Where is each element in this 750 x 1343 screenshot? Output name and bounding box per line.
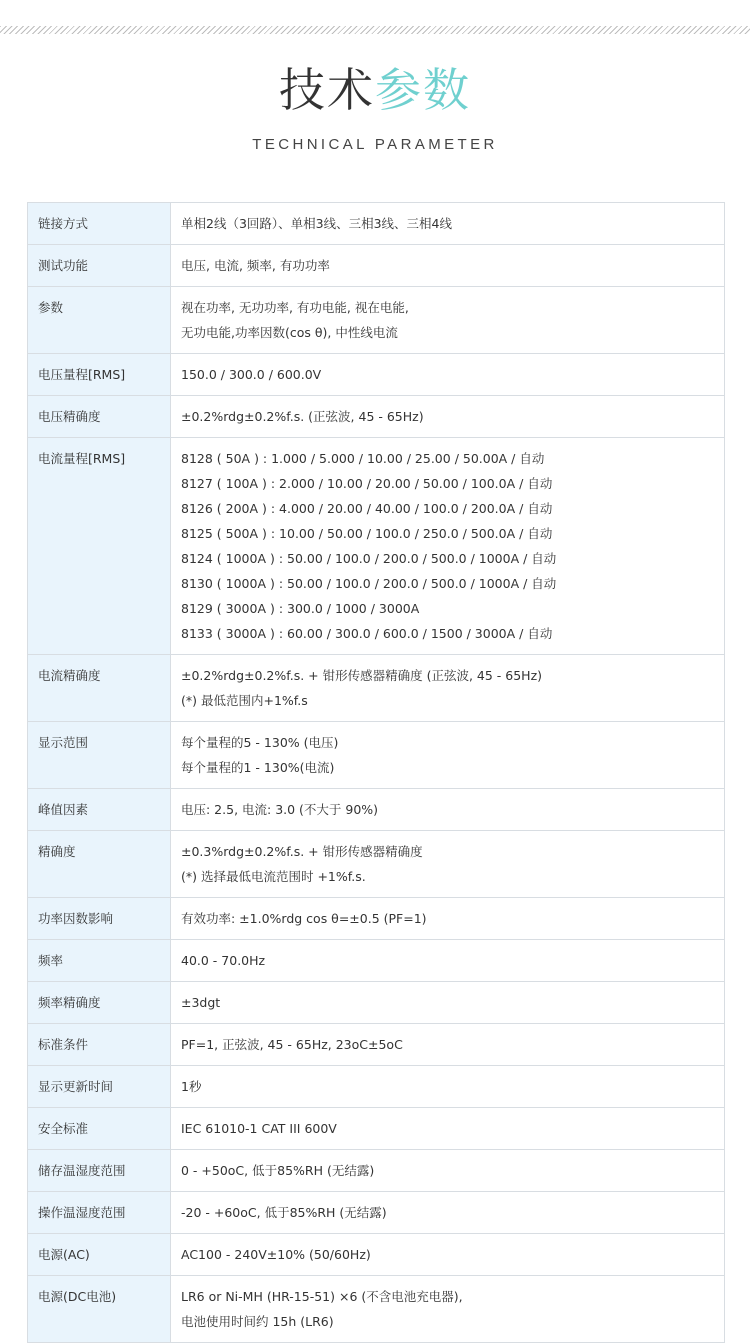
spec-value [171, 438, 725, 655]
spec-value-line: 电池使用时间约 15h (LR6) [181, 1314, 334, 1329]
spec-label: 参数 [28, 287, 171, 354]
spec-label: 电压精确度 [28, 396, 171, 438]
spec-value [171, 354, 725, 396]
spec-label: 标准条件 [28, 1024, 171, 1066]
spec-label: 储存温湿度范围 [28, 1150, 171, 1192]
spec-label: 显示范围 [28, 722, 171, 789]
spec-value-line: ±0.3%rdg±0.2%f.s. + 钳形传感器精确度 [181, 844, 423, 859]
spec-value-line: 8125 ( 500A ) : 10.00 / 50.00 / 100.0 / 250.0 / 500.0A / 自动 [181, 526, 553, 541]
spec-value [171, 831, 725, 898]
spec-value-line: 视在功率, 无功功率, 有功电能, 视在电能, [181, 300, 409, 315]
spec-label: 峰值因素 [28, 789, 171, 831]
spec-value [171, 1108, 725, 1150]
spec-label: 测试功能 [28, 245, 171, 287]
spec-value-line: 单相2线（3回路）、单相3线、三相3线、三相4线 [181, 216, 453, 231]
title-dark: 技术 [279, 63, 375, 117]
spec-value [171, 789, 725, 831]
spec-value-line: ±3dgt [181, 995, 221, 1010]
spec-label: 安全标准 [28, 1108, 171, 1150]
spec-value [171, 203, 725, 245]
spec-value-line: 每个量程的1 - 130%(电流) [181, 760, 335, 775]
spec-row [28, 245, 725, 287]
page-subtitle: TECHNICAL PARAMETER [252, 136, 498, 153]
spec-value [171, 287, 725, 354]
spec-label: 精确度 [28, 831, 171, 898]
spec-value [171, 982, 725, 1024]
spec-value-line: 无功电能,功率因数(cos θ), 中性线电流 [181, 325, 398, 340]
spec-value-line: 电压: 2.5, 电流: 3.0 (不大于 90%) [181, 802, 379, 817]
spec-value [171, 655, 725, 722]
spec-label: 显示更新时间 [28, 1066, 171, 1108]
spec-value-line: 40.0 - 70.0Hz [181, 953, 266, 968]
spec-label: 功率因数影响 [28, 898, 171, 940]
spec-row [28, 203, 725, 245]
spec-value-line: 8129 ( 3000A ) : 300.0 / 1000 / 3000A [181, 601, 420, 616]
spec-label: 频率 [28, 940, 171, 982]
spec-value-line: 每个量程的5 - 130% (电压) [181, 735, 339, 750]
spec-value-line: 8130 ( 1000A ) : 50.00 / 100.0 / 200.0 / 500.0 / 1000A / 自动 [181, 576, 557, 591]
spec-row [28, 1108, 725, 1150]
spec-row [28, 940, 725, 982]
spec-value-line: PF=1, 正弦波, 45 - 65Hz, 23oC±5oC [181, 1037, 403, 1052]
spec-row [28, 1276, 725, 1343]
spec-row [28, 831, 725, 898]
spec-value-line: ±0.2%rdg±0.2%f.s. + 钳形传感器精确度 (正弦波, 45 - 65Hz) [181, 668, 543, 683]
spec-value-line: 有效功率: ±1.0%rdg cos θ=±0.5 (PF=1) [181, 911, 427, 926]
spec-value-line: 电压, 电流, 频率, 有功功率 [181, 258, 330, 273]
spec-value-line: (*) 最低范围内+1%f.s [181, 693, 308, 708]
spec-row [28, 1024, 725, 1066]
spec-value-line: LR6 or Ni-MH (HR-15-51) ×6 (不含电池充电器), [181, 1289, 463, 1304]
spec-value [171, 1234, 725, 1276]
spec-row [28, 1066, 725, 1108]
spec-label: 电源(DC电池) [28, 1276, 171, 1343]
title-accent: 参数 [375, 63, 471, 117]
spec-value-line: (*) 选择最低电流范围时 +1%f.s. [181, 869, 366, 884]
spec-value-line: 150.0 / 300.0 / 600.0V [181, 367, 322, 382]
spec-row [28, 287, 725, 354]
spec-table [27, 202, 725, 1343]
spec-label: 电压量程[RMS] [28, 354, 171, 396]
spec-row [28, 1150, 725, 1192]
spec-label: 频率精确度 [28, 982, 171, 1024]
spec-label: 链接方式 [28, 203, 171, 245]
spec-value [171, 1276, 725, 1343]
spec-value [171, 722, 725, 789]
spec-value-line: ±0.2%rdg±0.2%f.s. (正弦波, 45 - 65Hz) [181, 409, 424, 424]
spec-row [28, 655, 725, 722]
spec-label: 电流量程[RMS] [28, 438, 171, 655]
decorative-stripe [0, 26, 750, 34]
spec-value-line: -20 - +60oC, 低于85%RH (无结露) [181, 1205, 387, 1220]
spec-row [28, 722, 725, 789]
spec-value [171, 898, 725, 940]
spec-row [28, 898, 725, 940]
spec-value [171, 940, 725, 982]
spec-value-line: AC100 - 240V±10% (50/60Hz) [181, 1247, 371, 1262]
spec-row [28, 982, 725, 1024]
spec-value [171, 1066, 725, 1108]
spec-value-line: 8127 ( 100A ) : 2.000 / 10.00 / 20.00 / 50.00 / 100.0A / 自动 [181, 476, 553, 491]
spec-label: 电源(AC) [28, 1234, 171, 1276]
spec-label: 电流精确度 [28, 655, 171, 722]
spec-value-line: 8128 ( 50A ) : 1.000 / 5.000 / 10.00 / 25.00 / 50.00A / 自动 [181, 451, 545, 466]
spec-label: 操作温湿度范围 [28, 1192, 171, 1234]
spec-value-line: 8126 ( 200A ) : 4.000 / 20.00 / 40.00 / 100.0 / 200.0A / 自动 [181, 501, 553, 516]
spec-value [171, 396, 725, 438]
spec-value-line: 8133 ( 3000A ) : 60.00 / 300.0 / 600.0 / 1500 / 3000A / 自动 [181, 626, 553, 641]
spec-row [28, 396, 725, 438]
page-title [0, 62, 750, 118]
spec-row [28, 1234, 725, 1276]
spec-value-line: 8124 ( 1000A ) : 50.00 / 100.0 / 200.0 / 500.0 / 1000A / 自动 [181, 551, 557, 566]
section-heading [0, 62, 750, 153]
spec-value [171, 1150, 725, 1192]
spec-value [171, 1024, 725, 1066]
spec-value-line: 1秒 [181, 1079, 202, 1094]
spec-value-line: IEC 61010-1 CAT III 600V [181, 1121, 337, 1136]
spec-row [28, 1192, 725, 1234]
spec-row [28, 789, 725, 831]
spec-row [28, 438, 725, 655]
spec-value-line: 0 - +50oC, 低于85%RH (无结露) [181, 1163, 375, 1178]
spec-row [28, 354, 725, 396]
spec-value [171, 1192, 725, 1234]
spec-value [171, 245, 725, 287]
